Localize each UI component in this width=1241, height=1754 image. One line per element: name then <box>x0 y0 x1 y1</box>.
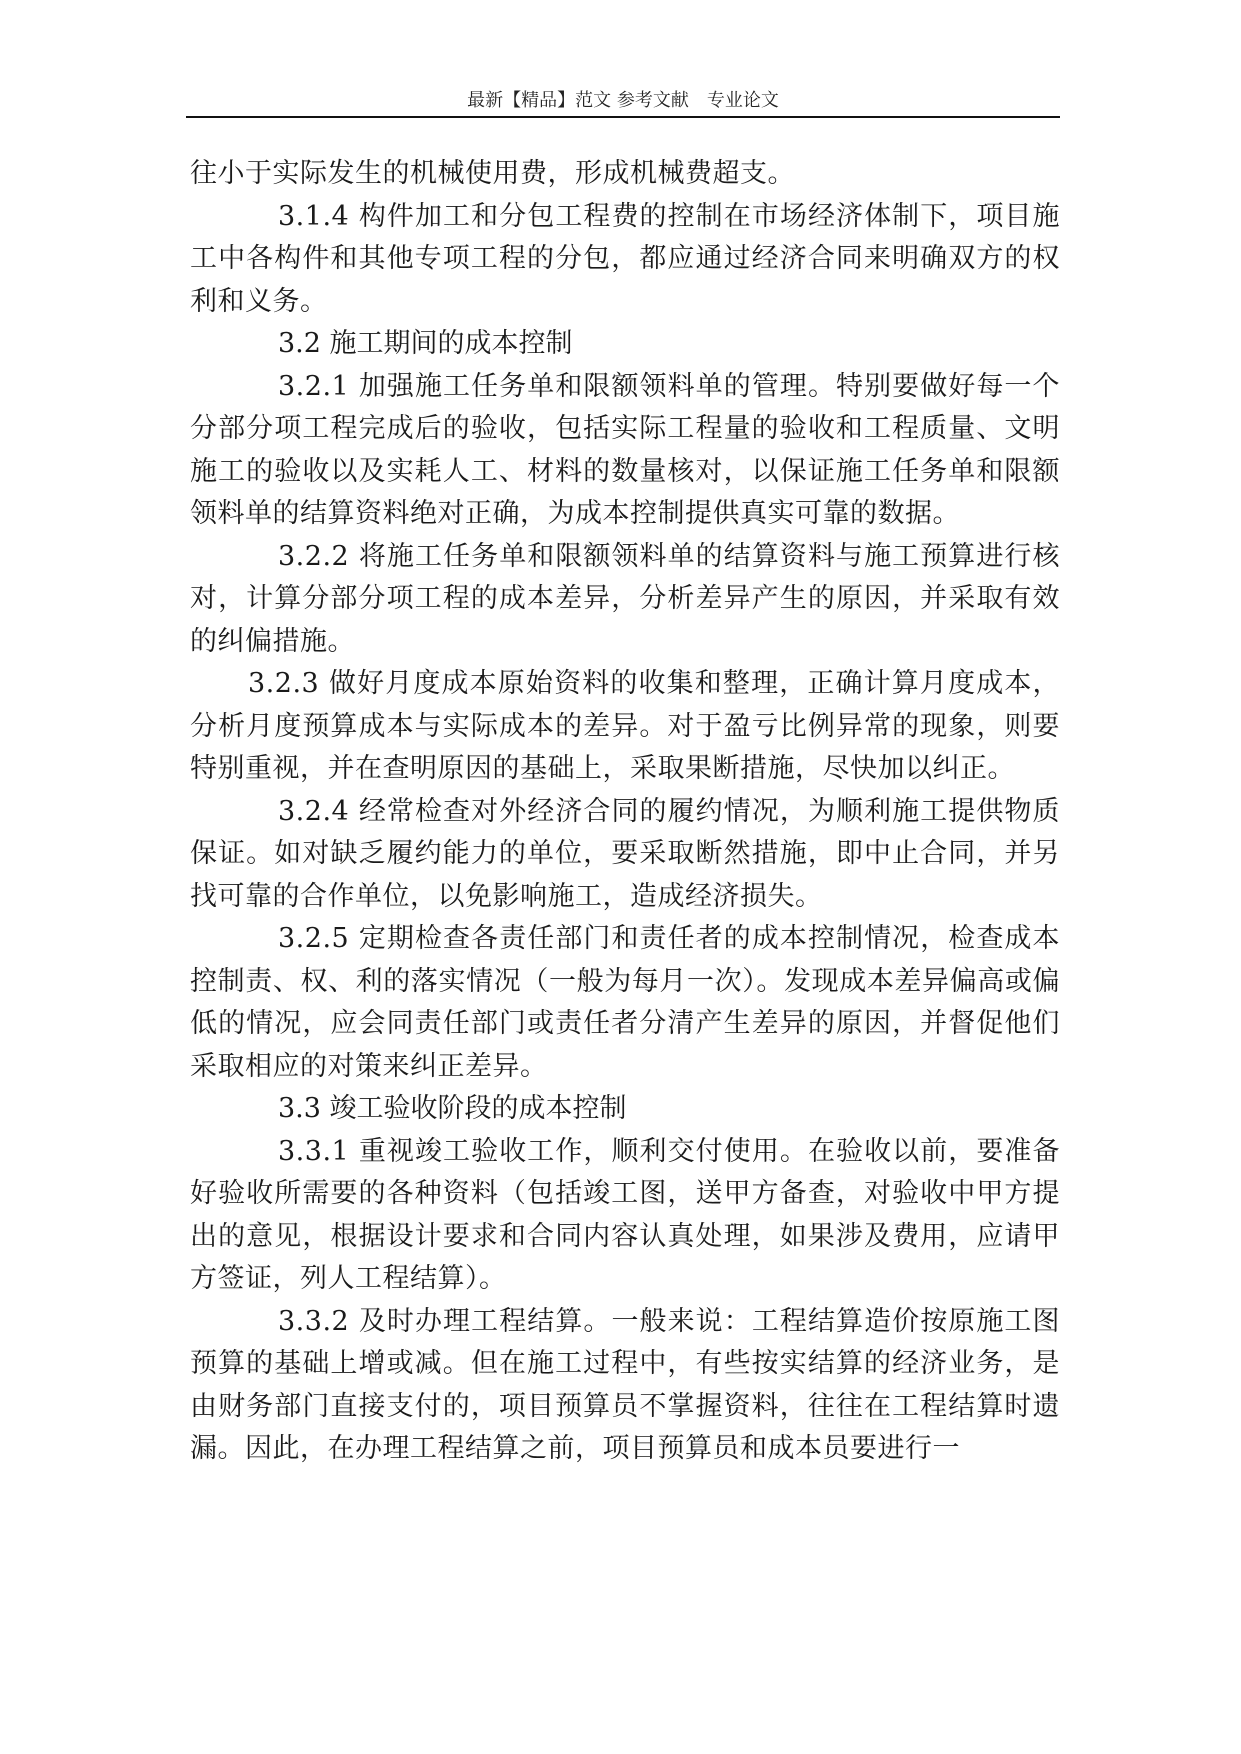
header-text: 最新【精品】范文 参考文献 专业论文 <box>467 90 779 111</box>
paragraph-3-2-1: 3.2.1 加强施工任务单和限额领料单的管理。特别要做好每一个分部分项工程完成后的验收，包括实际工程量的验收和工程质量、文明施工的验收以及实耗人工、材料的数量核对，以保证施工任务单和限额领料单的结算资料绝对正确，为成本控制提供真实可靠的数据。 <box>190 370 1060 529</box>
paragraph-3-2-4: 3.2.4 经常检查对外经济合同的履约情况，为顺利施工提供物质保证。如对缺乏履约能力的单位，要采取断然措施，即中止合同，并另找可靠的合作单位，以免影响施工，造成经济损失。 <box>190 795 1060 912</box>
paragraph-3-2-2: 3.2.2 将施工任务单和限额领料单的结算资料与施工预算进行核对，计算分部分项工程的成本差异，分析差异产生的原因，并采取有效的纠偏措施。 <box>190 540 1060 657</box>
paragraph-3-3-1: 3.3.1 重视竣工验收工作，顺利交付使用。在验收以前，要准备好验收所需要的各种资料（包括竣工图，送甲方备查，对验收中甲方提出的意见，根据设计要求和合同内容认真处理，如果涉及费用，应请甲方签证，列人工程结算）。 <box>190 1135 1060 1294</box>
paragraph-3-2-5: 3.2.5 定期检查各责任部门和责任者的成本控制情况，检查成本控制责、权、利的落实情况（一般为每月一次）。发现成本差异偏高或偏低的情况，应会同责任部门或责任者分清产生差异的原因，并督促他们采取相应的对策来纠正差异。 <box>190 923 1060 1082</box>
page-header <box>186 86 1060 118</box>
section-heading-3-3: 3.3 竣工验收阶段的成本控制 <box>278 1093 627 1124</box>
document-body <box>190 153 1060 1471</box>
paragraph-3-2-3: 3.2.3 做好月度成本原始资料的收集和整理，正确计算月度成本，分析月度预算成本与实际成本的差异。对于盈亏比例异常的现象，则要特别重视，并在查明原因的基础上，采取果断措施，尽快加以纠正。 <box>190 668 1060 784</box>
paragraph-3-3-2: 3.3.2 及时办理工程结算。一般来说：工程结算造价按原施工图预算的基础上增或减。但在施工过程中，有些按实结算的经济业务，是由财务部门直接支付的，项目预算员不掌握资料，往往在工程结算时遗漏。因此，在办理工程结算之前，项目预算员和成本员要进行一 <box>190 1305 1060 1464</box>
paragraph-continuation: 往小于实际发生的机械使用费，形成机械费超支。 <box>190 158 795 189</box>
section-heading-3-2: 3.2 施工期间的成本控制 <box>278 328 573 359</box>
paragraph-3-1-4: 3.1.4 构件加工和分包工程费的控制在市场经济体制下，项目施工中各构件和其他专项工程的分包，都应通过经济合同来明确双方的权利和义务。 <box>190 200 1060 317</box>
